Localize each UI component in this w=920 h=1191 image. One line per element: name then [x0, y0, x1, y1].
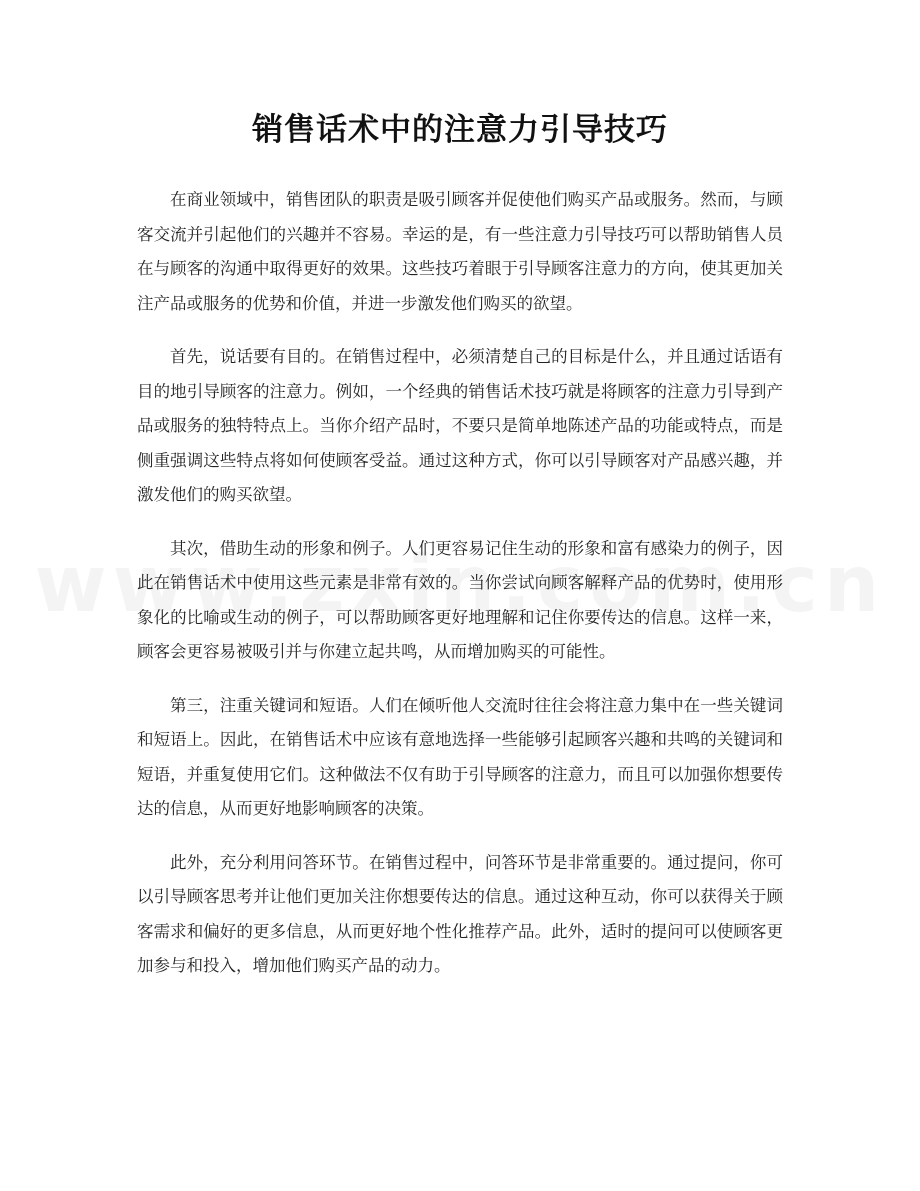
paragraph-qa-session: 此外，充分利用问答环节。在销售过程中，问答环节是非常重要的。通过提问，你可以引导顾客思考并让他们更加关注你想要传达的信息。通过这种互动，你可以获得关于顾客需求和偏好的更多信息，从而更好地个性化推荐产品。此外，适时的提问可以使顾客更加参与和投入，增加他们购买产品的动力。 — [137, 852, 783, 975]
document-title: 销售话术中的注意力引导技巧 — [252, 112, 668, 148]
paragraph-intro: 在商业领域中，销售团队的职责是吸引顾客并促使他们购买产品或服务。然而，与顾客交流并引起他们的兴趣并不容易。幸运的是，有一些注意力引导技巧可以帮助销售人员在与顾客的沟通中取得更好的效果。这些技巧着眼于引导顾客注意力的方向，使其更加关注产品或服务的优势和价值，并进一步激发他们购买的欲望。 — [137, 190, 783, 313]
paragraph-keywords: 第三，注重关键词和短语。人们在倾听他人交流时往往会将注意力集中在一些关键词和短语上。因此，在销售话术中应该有意地选择一些能够引起顾客兴趣和共鸣的关键词和短语，并重复使用它们。这种做法不仅有助于引导顾客的注意力，而且可以加强你想要传达的信息，从而更好地影响顾客的决策。 — [137, 695, 783, 818]
document-body — [137, 183, 783, 1003]
paragraph-vivid-examples: 其次，借助生动的形象和例子。人们更容易记住生动的形象和富有感染力的例子，因此在销售话术中使用这些元素是非常有效的。当你尝试向顾客解释产品的优势时，使用形象化的比喻或生动的例子，可以帮助顾客更好地理解和记住你要传达的信息。这样一来，顾客会更容易被吸引并与你建立起共鸣，从而增加购买的可能性。 — [137, 538, 783, 661]
paragraph-purposeful-speech: 首先，说话要有目的。在销售过程中，必须清楚自己的目标是什么，并且通过话语有目的地引导顾客的注意力。例如，一个经典的销售话术技巧就是将顾客的注意力引导到产品或服务的独特特点上。当你介绍产品时，不要只是简单地陈述产品的功能或特点，而是侧重强调这些特点将如何使顾客受益。通过这种方式，你可以引导顾客对产品感兴趣，并激发他们的购买欲望。 — [137, 347, 783, 504]
